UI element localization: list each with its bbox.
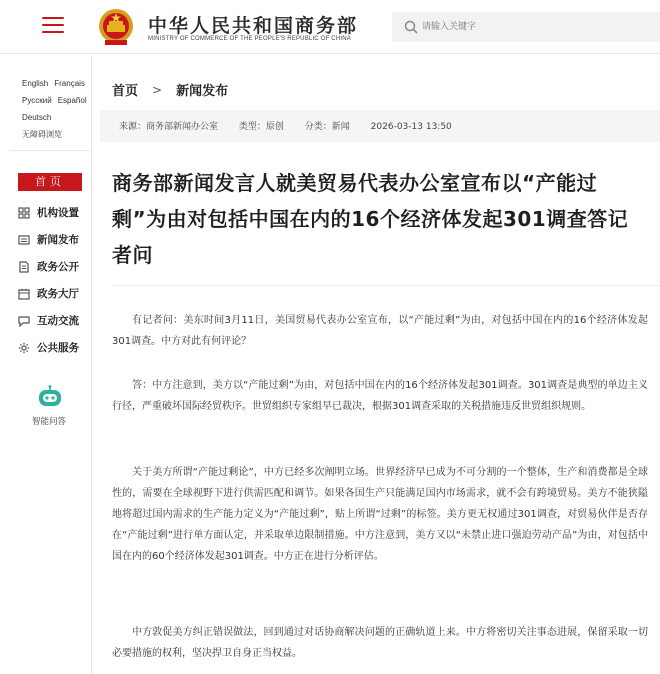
- national-emblem-logo[interactable]: [97, 7, 135, 47]
- language-german-link[interactable]: Deutsch: [22, 113, 52, 122]
- sidebar-item-public-service[interactable]: [18, 334, 92, 361]
- language-english-link[interactable]: English: [22, 79, 49, 88]
- language-row: [22, 126, 92, 143]
- sidebar-item-label: 互动交流: [37, 315, 79, 327]
- document-icon: [18, 261, 30, 273]
- accessibility-link[interactable]: 无障碍浏览: [22, 130, 62, 139]
- sidebar-item-label: 公共服务: [37, 342, 79, 354]
- title-divider: [112, 285, 660, 286]
- site-subtitle: MINISTRY OF COMMERCE OF THE PEOPLE'S REPUBLIC OF CHINA: [148, 36, 351, 42]
- meta-date: 2026-03-13 13:50: [370, 122, 452, 132]
- sidebar-item-service-hall[interactable]: [18, 280, 92, 307]
- article-paragraph: 有记者问：美东时间3月11日，美国贸易代表办公室宣布，以“产能过剩”为由，对包括中国在内的16个经济体发起301调查。中方对此有何评论？: [112, 315, 648, 347]
- article-paragraph: 关于美方所谓“产能过剩论”，中方已经多次阐明立场。世界经济早已成为不可分割的一个整体，生产和消费都是全球性的，需要在全球视野下进行供需匹配和调节。如果各国生产只能满足国内市场需求，就不会有跨境贸易。美方不能狭隘地将超过国内需求的生产能力定义为“产能过剩”，贴上所谓“过剩”的标签。美方更无权通过301调查，对贸易伙伴是否存在“产能过剩”进行单方面认定，并采取单边限制措施。中方注意到，美方又以“未禁止进口强迫劳动产品”为由，对包括中国在内的60个经济体发起301调查。中方正在进行分析评估。: [112, 467, 648, 562]
- article-paragraph: 中方敦促美方纠正错误做法，回到通过对话协商解决问题的正确轨道上来。中方将密切关注事态进展，保留采取一切必要措施的权利，坚决捍卫自身正当权益。: [112, 627, 648, 659]
- left-sidebar: [0, 55, 92, 674]
- article-title: 商务部新闻发言人就美贸易代表办公室宣布以“产能过剩”为由对包括中国在内的16个经济体发起301调查答记者问: [112, 171, 629, 267]
- language-french-link[interactable]: Français: [54, 79, 85, 88]
- meta-type: 类型：原创: [238, 122, 284, 132]
- site-header: [0, 0, 660, 54]
- grid-icon: [18, 207, 30, 219]
- breadcrumb-separator: >: [152, 82, 163, 97]
- sidebar-divider: [10, 150, 90, 151]
- robot-icon[interactable]: [36, 385, 64, 411]
- news-icon: [18, 234, 30, 246]
- sidebar-home-button[interactable]: 首页: [18, 173, 82, 191]
- sidebar-item-government-affairs[interactable]: [18, 253, 92, 280]
- article-paragraph: 答：中方注意到，美方以“产能过剩”为由，对包括中国在内的16个经济体发起301调查。301调查是典型的单边主义行径，严重破坏国际经贸秩序。世贸组织专家组早已裁决，根据301调查采取的关税措施违反世贸组织规则。: [112, 380, 648, 412]
- search-box[interactable]: [392, 12, 660, 42]
- meta-source: 来源：商务部新闻办公室: [119, 122, 219, 132]
- sidebar-item-organization[interactable]: [18, 199, 92, 226]
- language-spanish-link[interactable]: Español: [57, 96, 87, 105]
- breadcrumb-current-link[interactable]: 新闻发布: [176, 84, 229, 99]
- language-list: [22, 75, 92, 143]
- sidebar-item-label: 政务大厅: [37, 288, 79, 300]
- search-input[interactable]: [422, 17, 642, 37]
- chat-icon: [18, 315, 30, 327]
- meta-category: 分类：新闻: [304, 122, 350, 132]
- sidebar-item-interaction[interactable]: [18, 307, 92, 334]
- sidebar-item-label: 机构设置: [37, 207, 79, 219]
- site-title[interactable]: 中华人民共和国商务部: [148, 15, 359, 37]
- hamburger-menu-icon[interactable]: [42, 17, 64, 35]
- language-russian-link[interactable]: Русский: [22, 96, 52, 105]
- language-row: [22, 109, 92, 126]
- language-row: [22, 92, 92, 109]
- calendar-icon: [18, 288, 30, 300]
- breadcrumb-home-link[interactable]: 首页: [112, 84, 139, 99]
- search-icon[interactable]: [404, 20, 418, 34]
- settings-icon: [18, 342, 30, 354]
- sidebar-item-label: 新闻发布: [37, 234, 79, 246]
- breadcrumb: [112, 80, 228, 99]
- sidebar-nav: [18, 199, 92, 361]
- smart-qa-label[interactable]: 智能问答: [32, 417, 67, 427]
- sidebar-item-label: 政务公开: [37, 261, 79, 273]
- language-row: [22, 75, 92, 92]
- sidebar-item-news[interactable]: [18, 226, 92, 253]
- article-meta: [119, 119, 470, 132]
